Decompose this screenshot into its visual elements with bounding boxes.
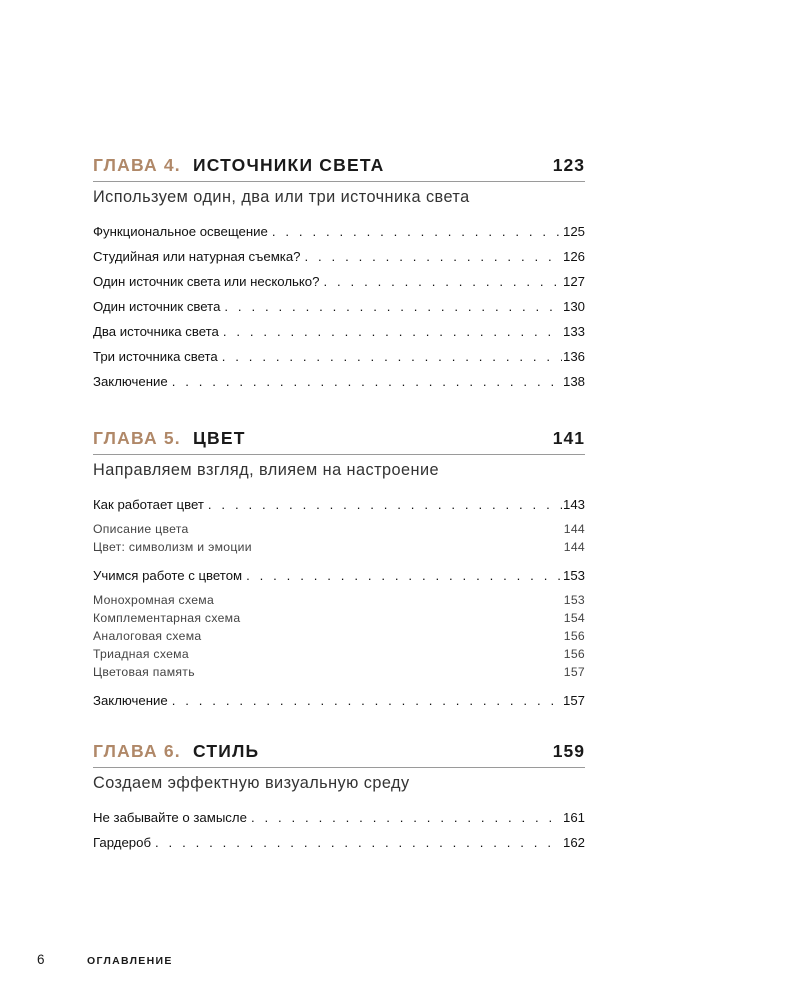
leader-dots bbox=[305, 249, 562, 264]
entry-page: 157 bbox=[562, 693, 585, 708]
toc-subentry[interactable] bbox=[93, 629, 585, 647]
chapter-heading bbox=[93, 155, 585, 182]
chapter-label: ГЛАВА 5. bbox=[93, 428, 181, 448]
toc-subentry[interactable] bbox=[93, 647, 585, 665]
leader-dots bbox=[224, 299, 562, 314]
subentry-page: 153 bbox=[563, 593, 585, 607]
entry-page: 130 bbox=[562, 299, 585, 314]
toc-subentry[interactable] bbox=[93, 540, 585, 558]
entry-page: 133 bbox=[562, 324, 585, 339]
leader-dots bbox=[155, 835, 562, 850]
leader-dots bbox=[323, 274, 562, 289]
toc-entries bbox=[93, 497, 585, 718]
leader-dots bbox=[223, 324, 562, 339]
chapter-4 bbox=[93, 155, 585, 399]
chapter-page[interactable]: 159 bbox=[552, 741, 585, 761]
chapter-6 bbox=[93, 741, 585, 860]
toc-subentry[interactable] bbox=[93, 593, 585, 611]
subentry-title: Аналоговая схема bbox=[93, 629, 202, 643]
subentry-page: 144 bbox=[563, 522, 585, 536]
subentry-title: Цветовая память bbox=[93, 665, 195, 679]
leader-dots bbox=[172, 374, 562, 389]
entry-title: Не забывайте о замысле bbox=[93, 810, 247, 825]
toc-entries bbox=[93, 224, 585, 399]
entry-title: Заключение bbox=[93, 693, 168, 708]
entry-title: Два источника света bbox=[93, 324, 219, 339]
entry-page: 161 bbox=[562, 810, 585, 825]
toc-entry[interactable] bbox=[93, 497, 585, 522]
toc-entry[interactable] bbox=[93, 374, 585, 399]
entry-title: Один источник света bbox=[93, 299, 221, 314]
page-footer bbox=[37, 952, 173, 967]
leader-dots bbox=[246, 568, 562, 583]
subentry-page: 144 bbox=[563, 540, 585, 554]
entry-page: 126 bbox=[562, 249, 585, 264]
chapter-page[interactable]: 123 bbox=[552, 155, 585, 175]
chapter-label: ГЛАВА 6. bbox=[93, 741, 181, 761]
entry-title: Гардероб bbox=[93, 835, 152, 850]
spacer bbox=[93, 683, 585, 693]
toc-entry[interactable] bbox=[93, 693, 585, 718]
entry-title: Три источника света bbox=[93, 349, 218, 364]
chapter-title: ЦВЕТ bbox=[193, 428, 246, 448]
subentry-title: Цвет: символизм и эмоции bbox=[93, 540, 252, 554]
toc-entry[interactable] bbox=[93, 835, 585, 860]
subentry-page: 154 bbox=[563, 611, 585, 625]
entry-title: Функциональное освещение bbox=[93, 224, 268, 239]
section-label: ОГЛАВЛЕНИЕ bbox=[87, 955, 173, 967]
subentry-title: Описание цвета bbox=[93, 522, 189, 536]
chapter-subtitle: Создаем эффектную визуальную среду bbox=[93, 774, 410, 792]
toc-subentry[interactable] bbox=[93, 522, 585, 540]
entry-page: 127 bbox=[562, 274, 585, 289]
chapter-title: СТИЛЬ bbox=[193, 741, 260, 761]
leader-dots bbox=[172, 693, 562, 708]
entry-title: Один источник света или несколько? bbox=[93, 274, 320, 289]
toc-entry[interactable] bbox=[93, 274, 585, 299]
leader-dots bbox=[251, 810, 562, 825]
chapter-page[interactable]: 141 bbox=[552, 428, 585, 448]
chapter-subtitle: Используем один, два или три источника света bbox=[93, 188, 470, 206]
leader-dots bbox=[272, 224, 562, 239]
entry-page: 136 bbox=[562, 349, 585, 364]
subentry-title: Комплементарная схема bbox=[93, 611, 241, 625]
entry-title: Как работает цвет bbox=[93, 497, 204, 512]
entry-title: Учимся работе с цветом bbox=[93, 568, 243, 583]
subentry-page: 157 bbox=[563, 665, 585, 679]
subentry-title: Монохромная схема bbox=[93, 593, 215, 607]
toc-subentry[interactable] bbox=[93, 665, 585, 683]
entry-page: 143 bbox=[562, 497, 585, 512]
toc-entry[interactable] bbox=[93, 568, 585, 593]
toc-entries bbox=[93, 810, 585, 860]
entry-page: 138 bbox=[562, 374, 585, 389]
toc-entry[interactable] bbox=[93, 299, 585, 324]
toc-entry[interactable] bbox=[93, 810, 585, 835]
leader-dots bbox=[222, 349, 562, 364]
entry-page: 162 bbox=[562, 835, 585, 850]
chapter-5 bbox=[93, 428, 585, 718]
chapter-label: ГЛАВА 4. bbox=[93, 155, 181, 175]
spacer bbox=[93, 558, 585, 568]
chapter-heading bbox=[93, 741, 585, 768]
chapter-title: ИСТОЧНИКИ СВЕТА bbox=[193, 155, 385, 175]
subentry-page: 156 bbox=[563, 647, 585, 661]
toc-entry[interactable] bbox=[93, 224, 585, 249]
subentry-page: 156 bbox=[563, 629, 585, 643]
entry-title: Заключение bbox=[93, 374, 168, 389]
toc-entry[interactable] bbox=[93, 249, 585, 274]
toc-entry[interactable] bbox=[93, 324, 585, 349]
toc-subentry[interactable] bbox=[93, 611, 585, 629]
entry-page: 125 bbox=[562, 224, 585, 239]
toc-entry[interactable] bbox=[93, 349, 585, 374]
subentry-title: Триадная схема bbox=[93, 647, 189, 661]
entry-page: 153 bbox=[562, 568, 585, 583]
entry-title: Студийная или натурная съемка? bbox=[93, 249, 301, 264]
leader-dots bbox=[208, 497, 562, 512]
page-number: 6 bbox=[37, 952, 45, 967]
chapter-subtitle: Направляем взгляд, влияем на настроение bbox=[93, 461, 440, 479]
chapter-heading bbox=[93, 428, 585, 455]
